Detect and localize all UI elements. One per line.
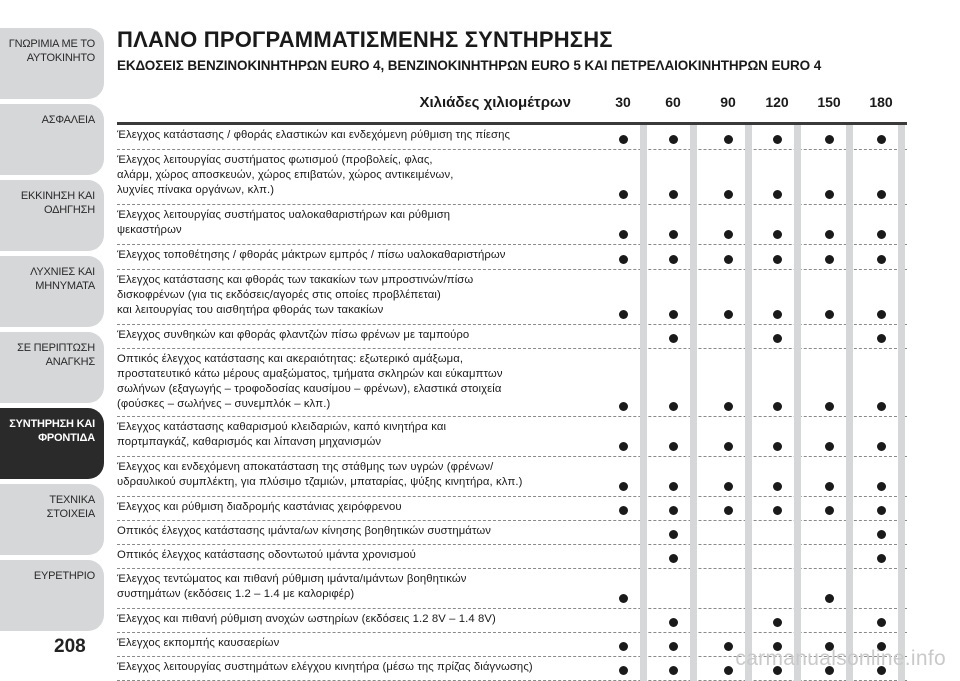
- row-description: [117, 500, 595, 515]
- row-description-line: προστατευτικό κάτω μέρους αμαξώματος, τμήματα σκληρών και εύκαμπτων: [117, 368, 503, 380]
- row-description-line: Οπτικός έλεγχος κατάστασης ιμάντα/ων κίνησης βοηθητικών συστημάτων: [117, 525, 492, 537]
- maintenance-dot: [773, 482, 782, 491]
- maintenance-dot: [619, 594, 628, 603]
- maintenance-dot: [773, 190, 782, 199]
- km-column-header: 150: [817, 94, 841, 110]
- maintenance-dot: [773, 618, 782, 627]
- sidebar-tab[interactable]: [0, 256, 104, 327]
- table-row: [117, 150, 907, 205]
- sidebar-tab[interactable]: [0, 560, 104, 631]
- km-column-header: 90: [720, 94, 736, 110]
- maintenance-dot: [669, 506, 678, 515]
- maintenance-dot: [877, 442, 886, 451]
- page-subtitle: ΕΚΔΟΣΕΙΣ ΒΕΝΖΙΝΟΚΙΝΗΤΗΡΩΝ EURO 4, ΒΕΝΖΙΝΟΚΙΝΗΤΗΡΩΝ EURO 5 ΚΑΙ ΠΕΤΡΕΛΑΙΟΚΙΝΗΤΗΡΩΝ EURO 4: [117, 58, 822, 73]
- maintenance-dot: [825, 402, 834, 411]
- row-description: [117, 273, 595, 318]
- maintenance-dot: [669, 442, 678, 451]
- row-description-line: Έλεγχος λειτουργίας συστήματος υαλοκαθαριστήρων και ρύθμιση: [117, 209, 451, 221]
- maintenance-dot: [619, 442, 628, 451]
- column-stripe: [745, 125, 752, 681]
- maintenance-dot: [669, 618, 678, 627]
- km-column-header: 30: [615, 94, 631, 110]
- row-description-line: Έλεγχος κατάστασης καθαρισμού κλειδαριών, καπό κινητήρα και: [117, 421, 447, 433]
- maintenance-dot: [669, 642, 678, 651]
- row-description: [117, 636, 595, 651]
- row-description-line: υδραυλικού συμπλέκτη, για πλύσιμο τζαμιών, μπαταρίας, ψύξης κινητήρα, κλπ.): [117, 476, 523, 488]
- table-row: [117, 417, 907, 457]
- maintenance-dot: [773, 442, 782, 451]
- sidebar-tab[interactable]: [0, 484, 104, 555]
- maintenance-dot: [619, 230, 628, 239]
- watermark: carmanualsonline.info: [735, 647, 946, 670]
- row-description-line: Έλεγχος και πιθανή ρύθμιση ανοχών ωστηρίων (εκδόσεις 1.2 8V – 1.4 8V): [117, 613, 496, 625]
- maintenance-dot: [825, 482, 834, 491]
- maintenance-dot: [773, 255, 782, 264]
- maintenance-dot: [724, 442, 733, 451]
- sidebar-tab-label: ΜΗΝΥΜΑΤΑ: [35, 280, 95, 292]
- sidebar-tab-label: ΕΚΚΙΝΗΣΗ ΚΑΙ: [20, 190, 95, 202]
- maintenance-dot: [669, 230, 678, 239]
- maintenance-dot: [877, 482, 886, 491]
- sidebar-tab-label: ΑΥΤΟΚΙΝΗΤΟ: [26, 52, 95, 64]
- row-description-line: Έλεγχος και ενδεχόμενη αποκατάσταση της στάθμης των υγρών (φρένων/: [117, 461, 494, 473]
- row-description: [117, 248, 595, 263]
- maintenance-dot: [669, 402, 678, 411]
- row-description: [117, 524, 595, 539]
- table-row: [117, 125, 907, 150]
- maintenance-dot: [877, 334, 886, 343]
- maintenance-dot: [825, 135, 834, 144]
- sidebar-tab-label: ΣΥΝΤΗΡΗΣΗ ΚΑΙ: [9, 418, 95, 430]
- sidebar-tab-label: ΓΝΩΡΙΜΙΑ ΜΕ ΤΟ: [8, 38, 95, 50]
- maintenance-dot: [825, 230, 834, 239]
- table-row: [117, 497, 907, 521]
- km-column-header: 120: [765, 94, 789, 110]
- row-description-line: Έλεγχος εκπομπής καυσαερίων: [117, 637, 280, 649]
- maintenance-dot: [619, 402, 628, 411]
- row-description-line: Έλεγχος τοποθέτησης / φθοράς μάκτρων εμπρός / πίσω υαλοκαθαριστήρων: [117, 249, 506, 261]
- sidebar-tab[interactable]: [0, 180, 104, 251]
- maintenance-dot: [877, 530, 886, 539]
- row-description-line: Έλεγχος και ρύθμιση διαδρομής καστάνιας χειρόφρενου: [117, 501, 402, 513]
- km-column-header: 180: [869, 94, 893, 110]
- column-stripe: [640, 125, 647, 681]
- row-description: [117, 208, 595, 238]
- row-description: [117, 572, 595, 602]
- table-row: [117, 569, 907, 609]
- maintenance-dot: [773, 310, 782, 319]
- sidebar-tab[interactable]: [0, 28, 104, 99]
- chapter-sidebar: [0, 28, 104, 636]
- maintenance-dot: [773, 135, 782, 144]
- column-stripe: [690, 125, 697, 681]
- maintenance-dot: [669, 334, 678, 343]
- column-stripe: [846, 125, 853, 681]
- sidebar-tab[interactable]: [0, 408, 104, 479]
- row-description: [117, 460, 595, 490]
- maintenance-dot: [825, 190, 834, 199]
- sidebar-tab-label: ΣΕ ΠΕΡΙΠΤΩΣΗ: [17, 342, 95, 354]
- row-description-line: Έλεγχος τεντώματος και πιθανή ρύθμιση ιμάντα/ιμάντων βοηθητικών: [117, 573, 467, 585]
- sidebar-tab[interactable]: [0, 332, 104, 403]
- maintenance-dot: [619, 255, 628, 264]
- row-description: [117, 612, 595, 627]
- maintenance-dot: [825, 442, 834, 451]
- row-description: [117, 420, 595, 450]
- maintenance-dot: [669, 255, 678, 264]
- maintenance-dot: [619, 482, 628, 491]
- row-description-line: Οπτικός έλεγχος κατάστασης και ακεραιότητας: εξωτερικό αμάξωμα,: [117, 353, 464, 365]
- row-description-line: λυχνίες πίνακα οργάνων, κλπ.): [117, 184, 275, 196]
- maintenance-dot: [619, 642, 628, 651]
- maintenance-dot: [773, 230, 782, 239]
- row-description-line: πορτμπαγκάζ, καθαρισμός και λίπανση μηχανισμών: [117, 436, 382, 448]
- maintenance-dot: [877, 618, 886, 627]
- maintenance-dot: [669, 135, 678, 144]
- row-description: [117, 660, 595, 675]
- maintenance-dot: [724, 230, 733, 239]
- table-row: [117, 205, 907, 245]
- maintenance-dot: [619, 506, 628, 515]
- row-description-line: ψεκαστήρων: [117, 224, 182, 236]
- maintenance-dot: [724, 310, 733, 319]
- row-description-line: Έλεγχος κατάστασης και φθοράς των τακακίων των μπροστινών/πίσω: [117, 274, 474, 286]
- row-description-line: αλάρμ, χώρος αποσκευών, χώρος επιβατών, χώρος αντικειμένων,: [117, 169, 454, 181]
- sidebar-tab-label: ΕΥΡΕΤΗΡΙΟ: [33, 570, 95, 582]
- sidebar-tab-label: ΦΡΟΝΤΙΔΑ: [38, 432, 95, 444]
- maintenance-dot: [877, 310, 886, 319]
- maintenance-dot: [669, 554, 678, 563]
- maintenance-dot: [619, 190, 628, 199]
- maintenance-dot: [877, 402, 886, 411]
- row-description: [117, 548, 595, 563]
- table-row: [117, 245, 907, 270]
- sidebar-tab-label: ΤΕΧΝΙΚΑ ΣΤΟΙΧΕΙΑ: [46, 494, 95, 520]
- maintenance-dot: [825, 255, 834, 264]
- table-row: [117, 270, 907, 325]
- maintenance-dot: [619, 666, 628, 675]
- table-body: [117, 125, 907, 681]
- row-description-line: σωλήνων (εξαγωγής – τροφοδοσίας καυσίμου – φρένων), ελαστικά στοιχεία: [117, 383, 502, 395]
- maintenance-dot: [877, 554, 886, 563]
- km-header-label: Χιλιάδες χιλιομέτρων: [419, 94, 571, 111]
- maintenance-dot: [773, 334, 782, 343]
- maintenance-dot: [669, 530, 678, 539]
- maintenance-dot: [724, 666, 733, 675]
- maintenance-table: [117, 90, 907, 681]
- maintenance-dot: [669, 482, 678, 491]
- maintenance-dot: [724, 255, 733, 264]
- maintenance-dot: [724, 506, 733, 515]
- maintenance-dot: [773, 506, 782, 515]
- maintenance-dot: [619, 310, 628, 319]
- maintenance-dot: [825, 310, 834, 319]
- row-description: [117, 328, 595, 343]
- sidebar-tab-label: ΑΝΑΓΚΗΣ: [45, 356, 95, 368]
- maintenance-dot: [724, 642, 733, 651]
- maintenance-dot: [877, 255, 886, 264]
- row-description-line: Οπτικός έλεγχος κατάστασης οδοντωτού ιμάντα χρονισμού: [117, 549, 416, 561]
- column-stripe: [898, 125, 905, 681]
- sidebar-tab-label: ΑΣΦΑΛΕΙΑ: [41, 114, 95, 126]
- maintenance-dot: [669, 666, 678, 675]
- maintenance-dot: [669, 310, 678, 319]
- table-row: [117, 609, 907, 633]
- sidebar-tab[interactable]: [0, 104, 104, 175]
- maintenance-dot: [877, 506, 886, 515]
- maintenance-dot: [825, 594, 834, 603]
- table-row: [117, 545, 907, 569]
- maintenance-dot: [724, 135, 733, 144]
- row-description-line: δισκοφρένων (για τις εκδόσεις/αγορές στις οποίες προβλέπεται): [117, 289, 441, 301]
- sidebar-tab-label: ΛΥΧΝΙΕΣ ΚΑΙ: [30, 266, 95, 278]
- maintenance-dot: [877, 190, 886, 199]
- row-description-line: συστημάτων (εκδόσεις 1.2 – 1.4 με καλοριφέρ): [117, 588, 355, 600]
- table-header: [117, 90, 907, 125]
- km-column-header: 60: [665, 94, 681, 110]
- row-description-line: και λειτουργίας του αισθητήρα φθοράς των τακακίων: [117, 304, 384, 316]
- page-number: 208: [54, 636, 86, 657]
- maintenance-dot: [669, 190, 678, 199]
- maintenance-dot: [724, 402, 733, 411]
- maintenance-dot: [724, 482, 733, 491]
- table-row: [117, 457, 907, 497]
- table-row: [117, 325, 907, 349]
- maintenance-dot: [877, 135, 886, 144]
- row-description: [117, 153, 595, 198]
- maintenance-dot: [877, 230, 886, 239]
- row-description-line: Έλεγχος κατάστασης / φθοράς ελαστικών και ενδεχόμενη ρύθμιση της πίεσης: [117, 129, 511, 141]
- maintenance-dot: [773, 402, 782, 411]
- row-description: [117, 128, 595, 143]
- row-description-line: Έλεγχος λειτουργίας συστήματος φωτισμού (προβολείς, φλας,: [117, 154, 433, 166]
- table-row: [117, 521, 907, 545]
- maintenance-dot: [619, 135, 628, 144]
- maintenance-dot: [724, 190, 733, 199]
- table-row: [117, 349, 907, 417]
- row-description-line: Έλεγχος συνθηκών και φθοράς φλαντζών πίσω φρένων με ταμπούρο: [117, 329, 470, 341]
- column-stripe: [794, 125, 801, 681]
- row-description-line: (φούσκες – σωλήνες – συνεμπλόκ – κλπ.): [117, 398, 331, 410]
- maintenance-dot: [825, 506, 834, 515]
- row-description: [117, 352, 595, 412]
- row-description-line: Έλεγχος λειτουργίας συστημάτων ελέγχου κινητήρα (μέσω της πρίζας διάγνωσης): [117, 661, 533, 673]
- page-title: ΠΛΑΝΟ ΠΡΟΓΡΑΜΜΑΤΙΣΜΕΝΗΣ ΣΥΝΤΗΡΗΣΗΣ: [117, 27, 613, 52]
- sidebar-tab-label: ΟΔΗΓΗΣΗ: [44, 204, 95, 216]
